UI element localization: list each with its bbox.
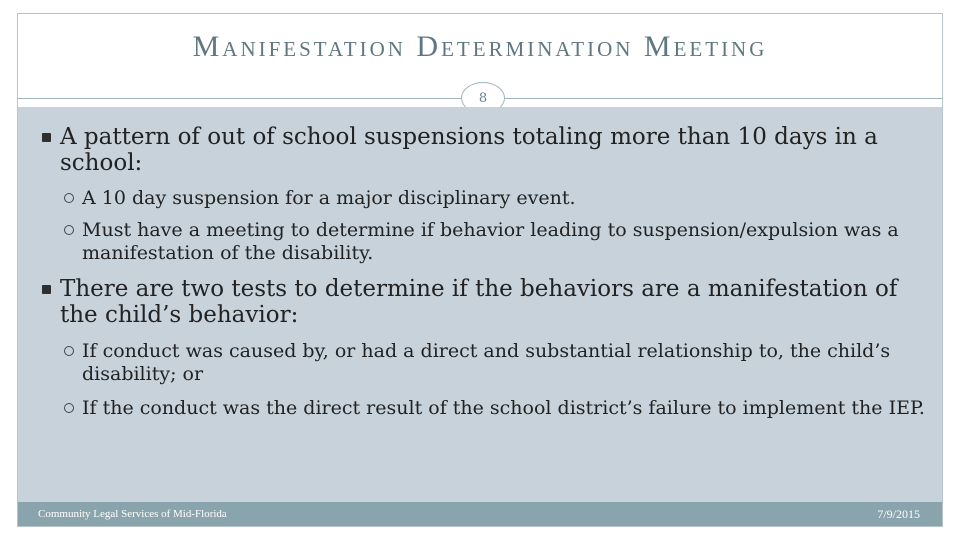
square-bullet-icon xyxy=(42,285,51,294)
sub-bullet-item xyxy=(82,187,932,210)
bullet-text: There are two tests to determine if the behaviors are a manifestation of the child’s behavior: xyxy=(60,276,898,328)
sub-bullet-text: If conduct was caused by, or had a direct and substantial relationship to, the child’s disability; or xyxy=(82,340,891,385)
square-bullet-icon xyxy=(42,133,51,142)
footer-organization: Community Legal Services of Mid-Florida xyxy=(38,508,227,520)
circle-bullet-icon xyxy=(64,193,74,203)
sub-bullet-text: Must have a meeting to determine if behavior leading to suspension/expulsion was a manifestation of the disability. xyxy=(82,219,899,264)
footer-date: 7/9/2015 xyxy=(877,507,920,521)
slide-number-badge: 8 xyxy=(461,82,505,114)
sub-bullet-text: If the conduct was the direct result of the school district’s failure to implement the IEP. xyxy=(82,397,925,419)
content-area xyxy=(18,107,942,502)
bullet-text: A pattern of out of school suspensions totaling more than 10 days in a school: xyxy=(60,124,878,176)
slide-title: Manifestation Determination Meeting xyxy=(192,30,768,63)
footer-bar xyxy=(18,502,942,526)
sub-bullet-item xyxy=(82,219,932,265)
bullet-item xyxy=(60,124,920,176)
circle-bullet-icon xyxy=(64,403,74,413)
sub-bullet-item xyxy=(82,397,932,420)
sub-bullet-item xyxy=(82,340,932,386)
circle-bullet-icon xyxy=(64,346,74,356)
circle-bullet-icon xyxy=(64,225,74,235)
sub-bullet-text: A 10 day suspension for a major disciplinary event. xyxy=(82,187,576,209)
bullet-item xyxy=(60,276,920,328)
